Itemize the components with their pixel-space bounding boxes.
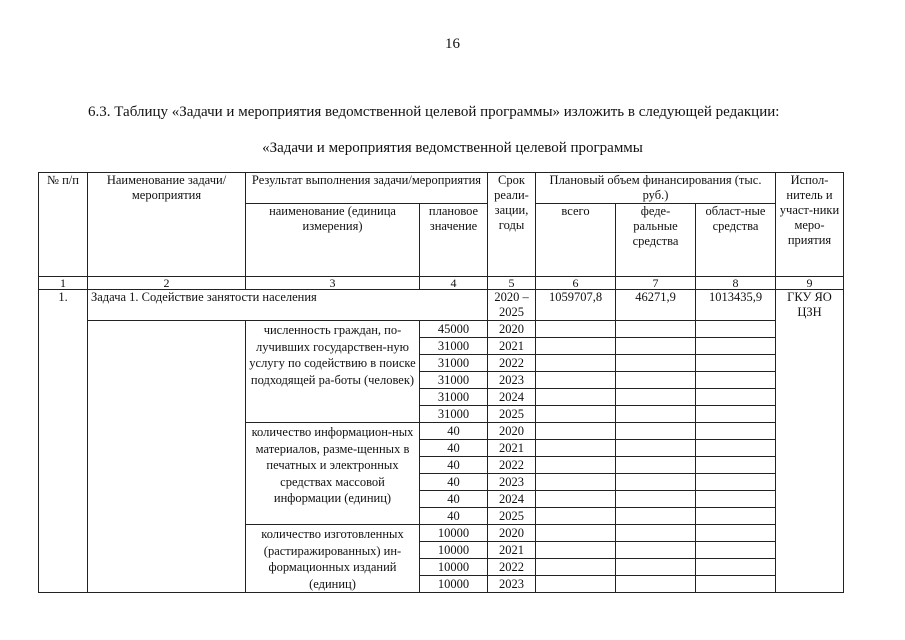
empty-funding-cell [536,542,616,559]
column-numbers-row [39,277,844,290]
result-year: 2022 [488,355,536,372]
empty-funding-cell [616,406,696,423]
result-value: 40 [420,423,488,440]
result-year: 2023 [488,474,536,491]
empty-funding-cell [696,474,776,491]
header-regional: област-ные средства [696,204,776,277]
result-year: 2025 [488,508,536,525]
result-value: 40 [420,508,488,525]
result-year: 2021 [488,440,536,457]
column-number: 2 [88,277,246,290]
result-value: 31000 [420,406,488,423]
result-year: 2021 [488,542,536,559]
empty-funding-cell [696,406,776,423]
result-year: 2020 [488,321,536,338]
empty-funding-cell [536,457,616,474]
empty-funding-cell [696,508,776,525]
task-activity-name [88,321,246,593]
empty-funding-cell [696,576,776,593]
result-year: 2022 [488,559,536,576]
result-value: 10000 [420,576,488,593]
empty-funding-cell [616,508,696,525]
header-federal: феде-ральные средства [616,204,696,277]
empty-funding-cell [696,525,776,542]
empty-funding-cell [616,338,696,355]
task-total: 1059707,8 [536,290,616,321]
result-year: 2020 [488,423,536,440]
result-value: 10000 [420,542,488,559]
empty-funding-cell [536,576,616,593]
empty-funding-cell [616,389,696,406]
header-total: всего [536,204,616,277]
empty-funding-cell [696,372,776,389]
result-row [39,321,844,338]
result-name: количество информацион-ных материалов, разме-щенных в печатных и электронных средствах массовой информации (единиц) [246,423,420,525]
result-value: 31000 [420,338,488,355]
empty-funding-cell [696,321,776,338]
header-term: Срок реали-зации, годы [488,173,536,277]
empty-funding-cell [616,559,696,576]
result-value: 10000 [420,525,488,542]
intro-text: 6.3. Таблицу «Задачи и мероприятия ведомственной целевой программы» изложить в следующей редакции: [88,104,780,120]
empty-funding-cell [616,525,696,542]
empty-funding-cell [616,474,696,491]
empty-funding-cell [616,440,696,457]
column-number: 7 [616,277,696,290]
column-number: 1 [39,277,88,290]
column-number: 9 [776,277,844,290]
empty-funding-cell [536,440,616,457]
empty-funding-cell [696,355,776,372]
result-year: 2020 [488,525,536,542]
empty-funding-cell [616,355,696,372]
result-value: 40 [420,440,488,457]
column-number: 6 [536,277,616,290]
header-row-1 [39,173,844,204]
task-name: Задача 1. Содействие занятости населения [88,290,488,321]
result-year: 2024 [488,491,536,508]
empty-funding-cell [536,559,616,576]
task-term: 2020 – 2025 [488,290,536,321]
empty-funding-cell [536,525,616,542]
empty-funding-cell [536,474,616,491]
header-executor: Испол-нитель и участ-ники меро-приятия [776,173,844,277]
empty-funding-cell [536,372,616,389]
result-year: 2024 [488,389,536,406]
empty-funding-cell [536,406,616,423]
tasks-table [38,172,844,593]
result-value: 40 [420,491,488,508]
result-year: 2022 [488,457,536,474]
task-regional: 1013435,9 [696,290,776,321]
result-value: 31000 [420,355,488,372]
empty-funding-cell [616,423,696,440]
empty-funding-cell [696,491,776,508]
column-number: 8 [696,277,776,290]
result-year: 2025 [488,406,536,423]
result-name: количество изготовленных (растиражированных) ин-формационных изданий (единиц) [246,525,420,593]
empty-funding-cell [616,491,696,508]
page-number: 16 [445,36,460,52]
result-value: 40 [420,457,488,474]
column-number: 5 [488,277,536,290]
empty-funding-cell [536,355,616,372]
header-funding: Плановый объем финансирования (тыс. руб.) [536,173,776,204]
table-title: «Задачи и мероприятия ведомственной целевой программы [262,140,643,156]
header-result: Результат выполнения задачи/мероприятия [246,173,488,204]
empty-funding-cell [696,423,776,440]
empty-funding-cell [536,389,616,406]
empty-funding-cell [536,423,616,440]
empty-funding-cell [696,338,776,355]
result-value: 10000 [420,559,488,576]
result-value: 31000 [420,372,488,389]
empty-funding-cell [696,389,776,406]
task-num: 1. [39,290,88,593]
header-num: № п/п [39,173,88,277]
header-result-name: наименование (единица измерения) [246,204,420,277]
task-federal: 46271,9 [616,290,696,321]
empty-funding-cell [536,508,616,525]
empty-funding-cell [536,338,616,355]
task-row [39,290,844,321]
task-executor: ГКУ ЯО ЦЗН [776,290,844,593]
empty-funding-cell [696,542,776,559]
empty-funding-cell [616,542,696,559]
result-value: 40 [420,474,488,491]
column-number: 3 [246,277,420,290]
empty-funding-cell [616,576,696,593]
empty-funding-cell [536,491,616,508]
empty-funding-cell [696,559,776,576]
empty-funding-cell [696,457,776,474]
result-year: 2023 [488,372,536,389]
column-number: 4 [420,277,488,290]
empty-funding-cell [616,321,696,338]
result-value: 31000 [420,389,488,406]
empty-funding-cell [616,457,696,474]
empty-funding-cell [616,372,696,389]
result-name: численность граждан, по-лучивших государствен-ную услугу по содействию в поиске подходящей ра-боты (человек) [246,321,420,423]
header-result-plan: плановое значение [420,204,488,277]
result-year: 2021 [488,338,536,355]
empty-funding-cell [696,440,776,457]
header-name: Наименование задачи/мероприятия [88,173,246,277]
result-year: 2023 [488,576,536,593]
empty-funding-cell [536,321,616,338]
result-value: 45000 [420,321,488,338]
